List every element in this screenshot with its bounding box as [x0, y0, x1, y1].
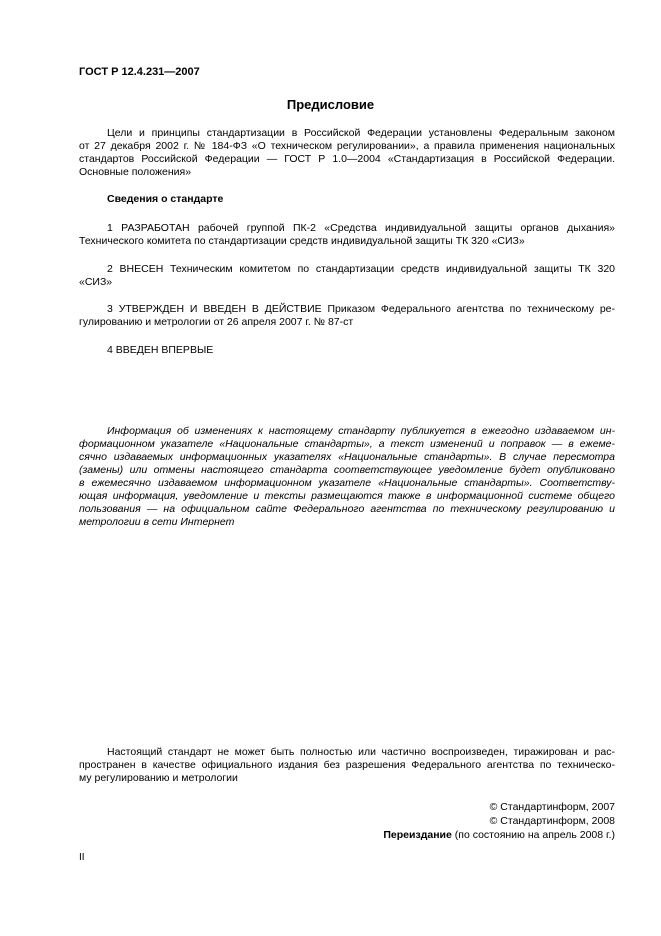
- copyright-notice-line: му регулированию и метрологии: [79, 772, 238, 784]
- copyright-notice-line: пространен в качестве официального издания без разрешения Федерального агентства по техническо-: [79, 759, 615, 771]
- notice-line: сячно издаваемых информационных указателях «Национальные стандарты». В случае пересмотра: [79, 451, 615, 463]
- reissue-detail: (по состоянию на апрель 2008 г.): [451, 829, 615, 841]
- notice-line: формационном указателе «Национальные стандарты», а текст изменений и поправок — в ежеме-: [79, 438, 615, 450]
- notice-line: в ежемесячно издаваемом информационном указателе «Национальные стандарты». Соответству-: [79, 477, 615, 489]
- copyright-line: © Стандартинформ, 2008: [489, 815, 615, 827]
- copyright-line: © Стандартинформ, 2007: [489, 801, 615, 813]
- intro-line: Цели и принципы стандартизации в Российской Федерации установлены Федеральным законом: [107, 127, 615, 139]
- intro-line: стандартов Российской Федерации — ГОСТ Р 1.0—2004 «Стандартизация в Российской Федерации.: [79, 153, 615, 165]
- intro-line: от 27 декабря 2002 г. № 184-ФЗ «О техническом регулировании», а правила применения национальных: [79, 140, 615, 152]
- info-item-line: 3 УТВЕРЖДЕН И ВВЕДЕН В ДЕЙСТВИЕ Приказом Федерального агентства по техническому ре-: [107, 303, 615, 315]
- section-heading: Сведения о стандарте: [107, 193, 224, 205]
- notice-line: Информация об изменениях к настоящему стандарту публикуется в ежегодно издаваемом ин-: [107, 425, 615, 437]
- page-number: II: [79, 852, 85, 863]
- reissue-label: Переиздание: [383, 829, 452, 841]
- info-item-line: 4 ВВЕДЕН ВПЕРВЫЕ: [107, 344, 214, 356]
- info-item-line: Технического комитета по стандартизации средств индивидуальной защиты ТК 320 «СИЗ»: [79, 235, 525, 247]
- info-item-line: 2 ВНЕСЕН Техническим комитетом по стандартизации средств индивидуальной защиты ТК 320: [107, 263, 615, 275]
- reissue-line: [383, 829, 615, 842]
- info-item-line: «СИЗ»: [79, 276, 113, 288]
- notice-line: ющая информация, уведомление и тексты размещаются также в информационной системе общего: [79, 490, 615, 502]
- notice-line: метрологии в сети Интернет: [79, 516, 235, 528]
- document-code: ГОСТ Р 12.4.231—2007: [79, 66, 200, 78]
- info-item-line: гулированию и метрологии от 26 апреля 2007 г. № 87-ст: [79, 316, 354, 328]
- page-title: Предисловие: [286, 97, 375, 112]
- info-item-line: 1 РАЗРАБОТАН рабочей группой ПК-2 «Средства индивидуальной защиты органов дыхания»: [107, 222, 615, 234]
- notice-line: пользования — на официальном сайте Федерального агентства по техническому регулированию и: [79, 503, 615, 515]
- notice-line: (замены) или отмены настоящего стандарта соответствующее уведомление будет опубликовано: [79, 464, 615, 476]
- intro-line: Основные положения»: [79, 166, 192, 178]
- copyright-notice-line: Настоящий стандарт не может быть полностью или частично воспроизведен, тиражирован и рас-: [107, 746, 615, 758]
